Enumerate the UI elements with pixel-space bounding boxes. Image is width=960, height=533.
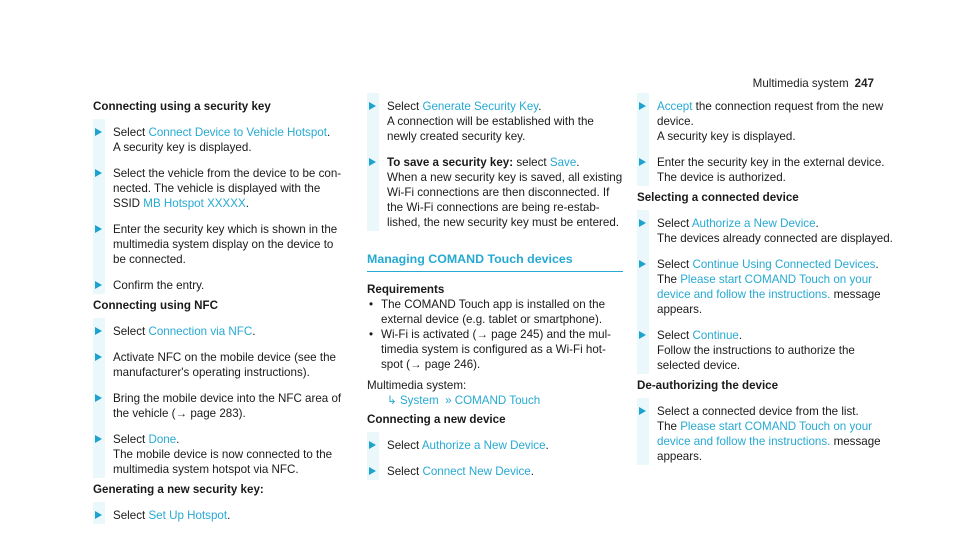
- text: the vehicle (→ page 283).: [113, 407, 246, 420]
- text: The: [657, 273, 681, 286]
- link-connection-nfc[interactable]: Connection via NFC: [148, 325, 253, 338]
- text: • The COMAND Touch app is installed on the: [381, 298, 606, 311]
- return-arrow-icon: ↳: [387, 394, 397, 407]
- step: [93, 432, 349, 477]
- link-done[interactable]: Done: [148, 433, 177, 446]
- arrow-icon: [369, 158, 376, 166]
- text: .: [176, 433, 180, 446]
- header-title: Multimedia system: [752, 77, 849, 90]
- text: The: [657, 420, 681, 433]
- step: [367, 99, 623, 144]
- heading-requirements: Requirements: [367, 283, 445, 296]
- arrow-icon: [639, 158, 646, 166]
- text: be connected.: [113, 253, 186, 266]
- step: [93, 324, 349, 339]
- page-number: 247: [854, 77, 874, 90]
- step: [93, 391, 349, 421]
- arrow-icon: [95, 353, 102, 361]
- heading-deauthorize: De-authorizing the device: [637, 379, 779, 392]
- text: Select: [657, 217, 692, 230]
- text: Wi-Fi connections are then disconnected. If: [387, 186, 610, 199]
- text: Follow the instructions to authorize the: [657, 344, 855, 357]
- text: To save a security key:: [387, 156, 514, 169]
- arrow-icon: [639, 331, 646, 339]
- text: appears.: [657, 303, 703, 316]
- text: .: [815, 217, 819, 230]
- arrow-icon: [95, 281, 102, 289]
- step: [367, 464, 623, 479]
- text: Confirm the entry.: [113, 279, 205, 292]
- message-text: device and follow the instructions.: [657, 288, 831, 301]
- text: Select: [387, 439, 422, 452]
- arrow-icon: [95, 128, 102, 136]
- step: [637, 216, 893, 246]
- section-title: Managing COMAND Touch devices: [367, 252, 623, 272]
- text: message: [830, 288, 881, 301]
- text: When a new security key is saved, all existing: [387, 171, 623, 184]
- text: nected. The vehicle is displayed with the: [113, 182, 321, 195]
- text: the connection request from the new: [692, 100, 884, 113]
- link-generate-key[interactable]: Generate Security Key: [422, 100, 539, 113]
- step: [637, 404, 893, 464]
- list-item: [367, 327, 623, 372]
- text: appears.: [657, 450, 703, 463]
- heading-select-device: Selecting a connected device: [637, 191, 799, 204]
- text: Select: [113, 433, 149, 446]
- arrow-icon: [369, 102, 376, 110]
- heading-connect-device: Connecting a new device: [367, 413, 506, 426]
- message-text: Please start COMAND Touch on your: [680, 420, 873, 433]
- link-connect-device[interactable]: Connect Device to Vehicle Hotspot: [148, 126, 327, 139]
- text: the Wi-Fi connections are being re-estab-: [387, 201, 600, 214]
- text: multimedia system hotspot via NFC.: [113, 463, 299, 476]
- link-connect-new-device[interactable]: Connect New Device: [422, 465, 531, 478]
- text: multimedia system display on the device to: [113, 238, 334, 251]
- link-continue-using[interactable]: Continue Using Connected Devices: [692, 258, 876, 271]
- text: message: [830, 435, 881, 448]
- text: Enter the security key in the external device.: [657, 156, 885, 169]
- arrow-icon: [95, 511, 102, 519]
- text: • Wi-Fi is activated (→ page 245) and the mul-: [381, 328, 612, 341]
- text: Select: [113, 126, 149, 139]
- step: [93, 278, 349, 293]
- text: The devices already connected are displayed.: [657, 232, 893, 245]
- arrow-icon: [639, 102, 646, 110]
- text: .: [576, 156, 580, 169]
- text: Select the vehicle from the device to be con-: [113, 167, 342, 180]
- text: .: [545, 439, 549, 452]
- text: A security key is displayed.: [657, 130, 796, 143]
- step: [637, 99, 893, 144]
- arrow-icon: [639, 219, 646, 227]
- text: Activate NFC on the mobile device (see the: [113, 351, 336, 364]
- step: [637, 155, 893, 185]
- text: .: [875, 258, 879, 271]
- text: timedia system is configured as a Wi-Fi hot-: [381, 343, 606, 356]
- step: [93, 125, 349, 155]
- text: spot (→ page 246).: [381, 358, 481, 371]
- text: .: [530, 465, 534, 478]
- arrow-icon: [369, 467, 376, 475]
- text: SSID: [113, 197, 144, 210]
- menu-path: [367, 393, 623, 408]
- link-save[interactable]: Save: [549, 156, 577, 169]
- step: [93, 350, 349, 380]
- link-accept[interactable]: Accept: [657, 100, 693, 113]
- arrow-icon: [95, 327, 102, 335]
- arrow-icon: [95, 225, 102, 233]
- text: .: [326, 126, 331, 139]
- text: lished, the new security key must be entered.: [387, 216, 619, 229]
- column-3: [637, 99, 893, 464]
- step: [93, 222, 349, 267]
- heading-security-key: Connecting using a security key: [93, 100, 271, 113]
- step: [637, 328, 893, 373]
- page-header: [753, 76, 874, 91]
- link-ssid[interactable]: MB Hotspot XXXXX: [143, 197, 246, 210]
- text: selected device.: [657, 359, 741, 372]
- step: [367, 155, 623, 230]
- text: Select: [113, 325, 149, 338]
- column-1: [93, 99, 349, 523]
- step: [93, 508, 349, 523]
- text: manufacturer's operating instructions).: [113, 366, 310, 379]
- arrow-icon: [639, 260, 646, 268]
- text: Multimedia system:: [367, 379, 467, 392]
- step: [367, 438, 623, 453]
- link-set-up-hotspot[interactable]: Set Up Hotspot: [148, 509, 228, 522]
- link-authorize-device[interactable]: Authorize a New Device: [691, 217, 816, 230]
- text: newly created security key.: [387, 130, 526, 143]
- text: .: [245, 197, 249, 210]
- step: [637, 257, 893, 317]
- text: Select: [657, 329, 693, 342]
- arrow-icon: [95, 394, 102, 402]
- text: Select: [657, 258, 693, 271]
- text: A security key is displayed.: [113, 141, 252, 154]
- heading-nfc: Connecting using NFC: [93, 299, 218, 312]
- list-item: [367, 297, 623, 327]
- step: [93, 166, 349, 211]
- link-authorize-device[interactable]: Authorize a New Device: [421, 439, 546, 452]
- arrow-icon: [95, 169, 102, 177]
- text: .: [738, 329, 743, 342]
- arrow-icon: [95, 435, 102, 443]
- text: Bring the mobile device into the NFC area of: [113, 392, 342, 405]
- text: device.: [657, 115, 694, 128]
- text: A connection will be established with the: [387, 115, 594, 128]
- text: The device is authorized.: [657, 171, 786, 184]
- text: The mobile device is now connected to the: [113, 448, 333, 461]
- heading-generate-key: Generating a new security key:: [93, 483, 264, 496]
- double-chevron-icon: »: [445, 394, 452, 407]
- arrow-icon: [639, 407, 646, 415]
- link-system[interactable]: System: [399, 394, 439, 407]
- message-text: device and follow the instructions.: [657, 435, 831, 448]
- text: select: [513, 156, 550, 169]
- text: .: [227, 509, 231, 522]
- arrow-icon: [369, 441, 376, 449]
- column-2: [367, 99, 623, 479]
- link-comand-touch[interactable]: COMAND Touch: [454, 394, 541, 407]
- text: .: [252, 325, 256, 338]
- text: Enter the security key which is shown in the: [113, 223, 338, 236]
- text: .: [538, 100, 542, 113]
- link-continue[interactable]: Continue: [692, 329, 739, 342]
- text: Select: [387, 100, 423, 113]
- text: Select: [387, 465, 423, 478]
- text: external device (e.g. tablet or smartphone).: [381, 313, 603, 326]
- message-text: Please start COMAND Touch on your: [680, 273, 873, 286]
- text: Select: [113, 509, 149, 522]
- text: Select a connected device from the list.: [657, 405, 859, 418]
